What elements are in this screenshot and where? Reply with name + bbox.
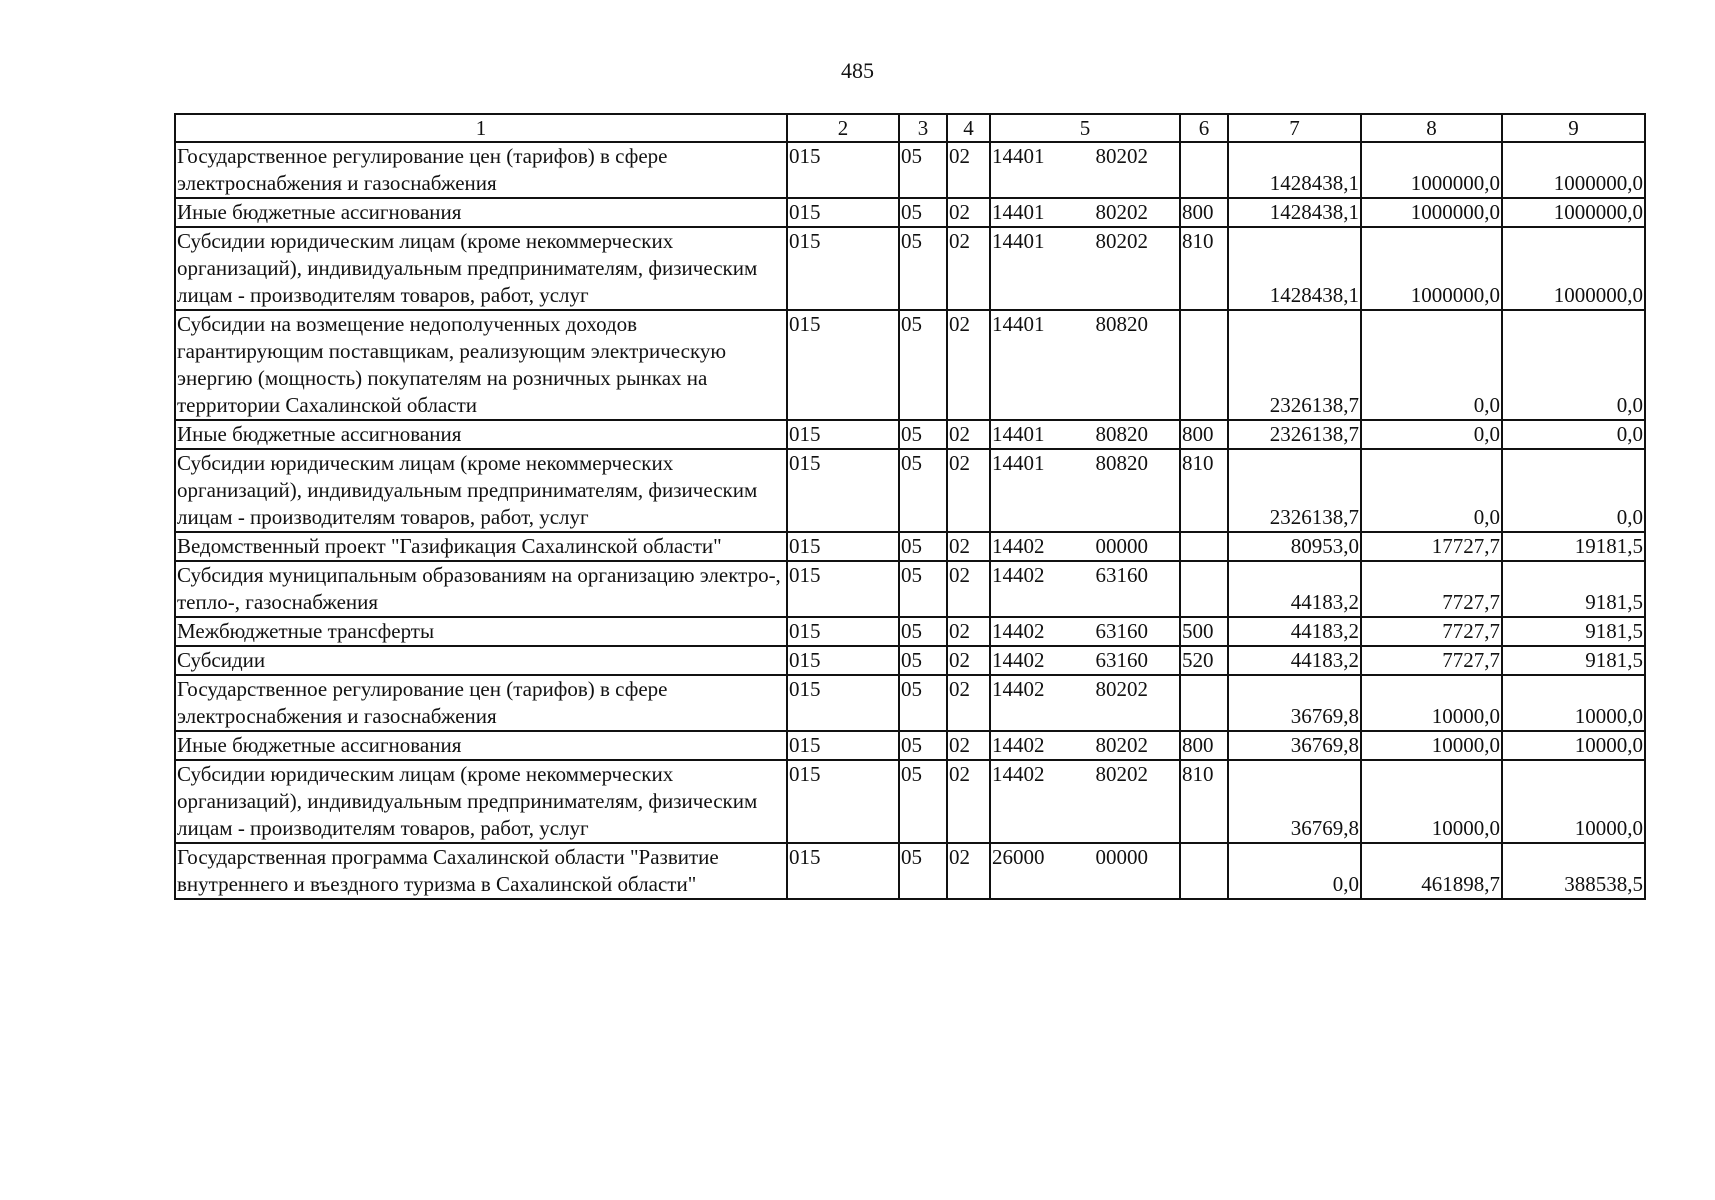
cell-amount-7: 36769,8 [1228, 731, 1361, 760]
table-row [175, 532, 1645, 561]
target-article-b: 80820 [1095, 451, 1148, 475]
cell-subsection: 02 [947, 449, 990, 532]
header-row [175, 114, 1645, 142]
table-row [175, 561, 1645, 617]
target-article-b: 80820 [1095, 422, 1148, 446]
cell-amount-9: 10000,0 [1502, 675, 1645, 731]
cell-amount-8: 10000,0 [1361, 675, 1502, 731]
cell-ministry-code: 015 [787, 532, 899, 561]
cell-amount-9: 0,0 [1502, 420, 1645, 449]
cell-amount-7: 1428438,1 [1228, 142, 1361, 198]
header-cell-8: 8 [1361, 114, 1502, 142]
header-cell-1: 1 [175, 114, 787, 142]
table-row [175, 843, 1645, 899]
cell-amount-7: 44183,2 [1228, 561, 1361, 617]
table-row [175, 198, 1645, 227]
cell-amount-8: 7727,7 [1361, 646, 1502, 675]
target-article-b: 80820 [1095, 312, 1148, 336]
target-article-b: 00000 [1095, 845, 1148, 869]
cell-amount-9: 1000000,0 [1502, 227, 1645, 310]
table-row [175, 449, 1645, 532]
cell-amount-8: 1000000,0 [1361, 142, 1502, 198]
target-article-a: 14402 [992, 563, 1045, 587]
cell-amount-9: 10000,0 [1502, 731, 1645, 760]
cell-section: 05 [899, 142, 947, 198]
cell-subsection: 02 [947, 731, 990, 760]
target-article-a: 14402 [992, 534, 1045, 558]
cell-amount-7: 44183,2 [1228, 646, 1361, 675]
cell-subsection: 02 [947, 227, 990, 310]
cell-section: 05 [899, 227, 947, 310]
target-article-b: 80202 [1095, 733, 1148, 757]
cell-subsection: 02 [947, 561, 990, 617]
cell-amount-9: 388538,5 [1502, 843, 1645, 899]
row-name: Межбюджетные трансферты [175, 617, 787, 646]
cell-ministry-code: 015 [787, 142, 899, 198]
cell-target-article [990, 227, 1180, 310]
row-name: Государственная программа Сахалинской области "Развитие внутреннего и въездного туризма в Сахалинской области" [175, 843, 787, 899]
header-cell-6: 6 [1180, 114, 1228, 142]
cell-amount-7: 36769,8 [1228, 760, 1361, 843]
row-name: Иные бюджетные ассигнования [175, 420, 787, 449]
target-article-b: 80202 [1095, 677, 1148, 701]
cell-target-article [990, 760, 1180, 843]
target-article-a: 14401 [992, 144, 1045, 168]
cell-amount-8: 7727,7 [1361, 617, 1502, 646]
row-name: Государственное регулирование цен (тарифов) в сфере электроснабжения и газоснабжения [175, 675, 787, 731]
cell-subsection: 02 [947, 843, 990, 899]
cell-expense-type: 520 [1180, 646, 1228, 675]
cell-amount-8: 0,0 [1361, 310, 1502, 420]
row-name: Ведомственный проект "Газификация Сахалинской области" [175, 532, 787, 561]
cell-subsection: 02 [947, 142, 990, 198]
target-article-b: 63160 [1095, 619, 1148, 643]
cell-section: 05 [899, 617, 947, 646]
cell-expense-type: 800 [1180, 198, 1228, 227]
cell-amount-7: 2326138,7 [1228, 420, 1361, 449]
cell-target-article [990, 646, 1180, 675]
cell-amount-9: 9181,5 [1502, 617, 1645, 646]
cell-expense-type [1180, 561, 1228, 617]
cell-target-article [990, 198, 1180, 227]
target-article-a: 14402 [992, 648, 1045, 672]
cell-subsection: 02 [947, 532, 990, 561]
table-row [175, 731, 1645, 760]
cell-target-article [990, 532, 1180, 561]
cell-section: 05 [899, 843, 947, 899]
target-article-b: 63160 [1095, 648, 1148, 672]
cell-section: 05 [899, 198, 947, 227]
target-article-a: 14402 [992, 733, 1045, 757]
header-cell-5: 5 [990, 114, 1180, 142]
cell-subsection: 02 [947, 760, 990, 843]
cell-expense-type: 810 [1180, 760, 1228, 843]
cell-subsection: 02 [947, 646, 990, 675]
row-name: Субсидия муниципальным образованиям на организацию электро-, тепло-, газоснабжения [175, 561, 787, 617]
cell-amount-9: 1000000,0 [1502, 198, 1645, 227]
table-row [175, 227, 1645, 310]
table-row [175, 420, 1645, 449]
cell-amount-8: 17727,7 [1361, 532, 1502, 561]
cell-section: 05 [899, 310, 947, 420]
target-article-b: 00000 [1095, 534, 1148, 558]
cell-ministry-code: 015 [787, 198, 899, 227]
cell-expense-type [1180, 142, 1228, 198]
row-name: Иные бюджетные ассигнования [175, 731, 787, 760]
cell-ministry-code: 015 [787, 449, 899, 532]
cell-expense-type [1180, 843, 1228, 899]
target-article-b: 63160 [1095, 563, 1148, 587]
cell-amount-8: 0,0 [1361, 420, 1502, 449]
cell-target-article [990, 420, 1180, 449]
cell-amount-8: 461898,7 [1361, 843, 1502, 899]
table-row [175, 646, 1645, 675]
cell-amount-8: 10000,0 [1361, 760, 1502, 843]
cell-ministry-code: 015 [787, 227, 899, 310]
target-article-a: 14401 [992, 451, 1045, 475]
cell-expense-type: 810 [1180, 227, 1228, 310]
cell-expense-type: 810 [1180, 449, 1228, 532]
row-name: Субсидии юридическим лицам (кроме некоммерческих организаций), индивидуальным предпринимателям, физическим лицам - производителям товаров, работ, услуг [175, 227, 787, 310]
cell-amount-9: 19181,5 [1502, 532, 1645, 561]
target-article-b: 80202 [1095, 200, 1148, 224]
cell-amount-8: 0,0 [1361, 449, 1502, 532]
cell-subsection: 02 [947, 675, 990, 731]
cell-target-article [990, 675, 1180, 731]
cell-ministry-code: 015 [787, 675, 899, 731]
cell-amount-7: 2326138,7 [1228, 310, 1361, 420]
cell-expense-type [1180, 532, 1228, 561]
target-article-a: 14402 [992, 619, 1045, 643]
cell-amount-9: 10000,0 [1502, 760, 1645, 843]
cell-amount-7: 1428438,1 [1228, 198, 1361, 227]
target-article-a: 14401 [992, 200, 1045, 224]
cell-expense-type: 800 [1180, 731, 1228, 760]
budget-table [174, 113, 1646, 900]
row-name: Субсидии на возмещение недополученных доходов гарантирующим поставщикам, реализующим электрическую энергию (мощность) покупателям на розничных рынках на территории Сахалинской области [175, 310, 787, 420]
cell-ministry-code: 015 [787, 420, 899, 449]
header-cell-9: 9 [1502, 114, 1645, 142]
cell-section: 05 [899, 561, 947, 617]
cell-section: 05 [899, 731, 947, 760]
target-article-a: 14401 [992, 422, 1045, 446]
header-cell-2: 2 [787, 114, 899, 142]
cell-ministry-code: 015 [787, 731, 899, 760]
cell-ministry-code: 015 [787, 646, 899, 675]
cell-section: 05 [899, 449, 947, 532]
target-article-a: 14401 [992, 229, 1045, 253]
cell-ministry-code: 015 [787, 843, 899, 899]
table-row [175, 760, 1645, 843]
cell-ministry-code: 015 [787, 310, 899, 420]
cell-amount-9: 9181,5 [1502, 561, 1645, 617]
cell-target-article [990, 731, 1180, 760]
cell-target-article [990, 617, 1180, 646]
cell-amount-7: 2326138,7 [1228, 449, 1361, 532]
cell-expense-type [1180, 310, 1228, 420]
cell-target-article [990, 142, 1180, 198]
target-article-a: 26000 [992, 845, 1045, 869]
cell-amount-7: 0,0 [1228, 843, 1361, 899]
header-cell-4: 4 [947, 114, 990, 142]
cell-amount-9: 1000000,0 [1502, 142, 1645, 198]
cell-amount-9: 9181,5 [1502, 646, 1645, 675]
cell-expense-type [1180, 675, 1228, 731]
row-name: Субсидии юридическим лицам (кроме некоммерческих организаций), индивидуальным предпринимателям, физическим лицам - производителям товаров, работ, услуг [175, 760, 787, 843]
target-article-b: 80202 [1095, 144, 1148, 168]
target-article-a: 14401 [992, 312, 1045, 336]
table-row [175, 142, 1645, 198]
target-article-a: 14402 [992, 677, 1045, 701]
cell-section: 05 [899, 646, 947, 675]
cell-amount-8: 10000,0 [1361, 731, 1502, 760]
target-article-b: 80202 [1095, 762, 1148, 786]
cell-expense-type: 800 [1180, 420, 1228, 449]
cell-ministry-code: 015 [787, 760, 899, 843]
cell-amount-9: 0,0 [1502, 310, 1645, 420]
cell-section: 05 [899, 760, 947, 843]
cell-amount-8: 1000000,0 [1361, 198, 1502, 227]
row-name: Субсидии юридическим лицам (кроме некоммерческих организаций), индивидуальным предпринимателям, физическим лицам - производителям товаров, работ, услуг [175, 449, 787, 532]
cell-amount-8: 7727,7 [1361, 561, 1502, 617]
table-row [175, 310, 1645, 420]
page-number: 485 [841, 58, 874, 83]
target-article-a: 14402 [992, 762, 1045, 786]
cell-amount-7: 36769,8 [1228, 675, 1361, 731]
cell-ministry-code: 015 [787, 617, 899, 646]
cell-subsection: 02 [947, 420, 990, 449]
cell-amount-7: 44183,2 [1228, 617, 1361, 646]
cell-amount-7: 1428438,1 [1228, 227, 1361, 310]
cell-subsection: 02 [947, 310, 990, 420]
cell-amount-7: 80953,0 [1228, 532, 1361, 561]
header-cell-3: 3 [899, 114, 947, 142]
table-row [175, 617, 1645, 646]
table-row [175, 675, 1645, 731]
cell-target-article [990, 449, 1180, 532]
cell-target-article [990, 310, 1180, 420]
cell-target-article [990, 843, 1180, 899]
cell-ministry-code: 015 [787, 561, 899, 617]
cell-amount-9: 0,0 [1502, 449, 1645, 532]
cell-expense-type: 500 [1180, 617, 1228, 646]
cell-section: 05 [899, 420, 947, 449]
row-name: Иные бюджетные ассигнования [175, 198, 787, 227]
cell-section: 05 [899, 532, 947, 561]
cell-subsection: 02 [947, 198, 990, 227]
row-name: Государственное регулирование цен (тарифов) в сфере электроснабжения и газоснабжения [175, 142, 787, 198]
row-name: Субсидии [175, 646, 787, 675]
cell-target-article [990, 561, 1180, 617]
target-article-b: 80202 [1095, 229, 1148, 253]
header-cell-7: 7 [1228, 114, 1361, 142]
cell-subsection: 02 [947, 617, 990, 646]
cell-amount-8: 1000000,0 [1361, 227, 1502, 310]
cell-section: 05 [899, 675, 947, 731]
